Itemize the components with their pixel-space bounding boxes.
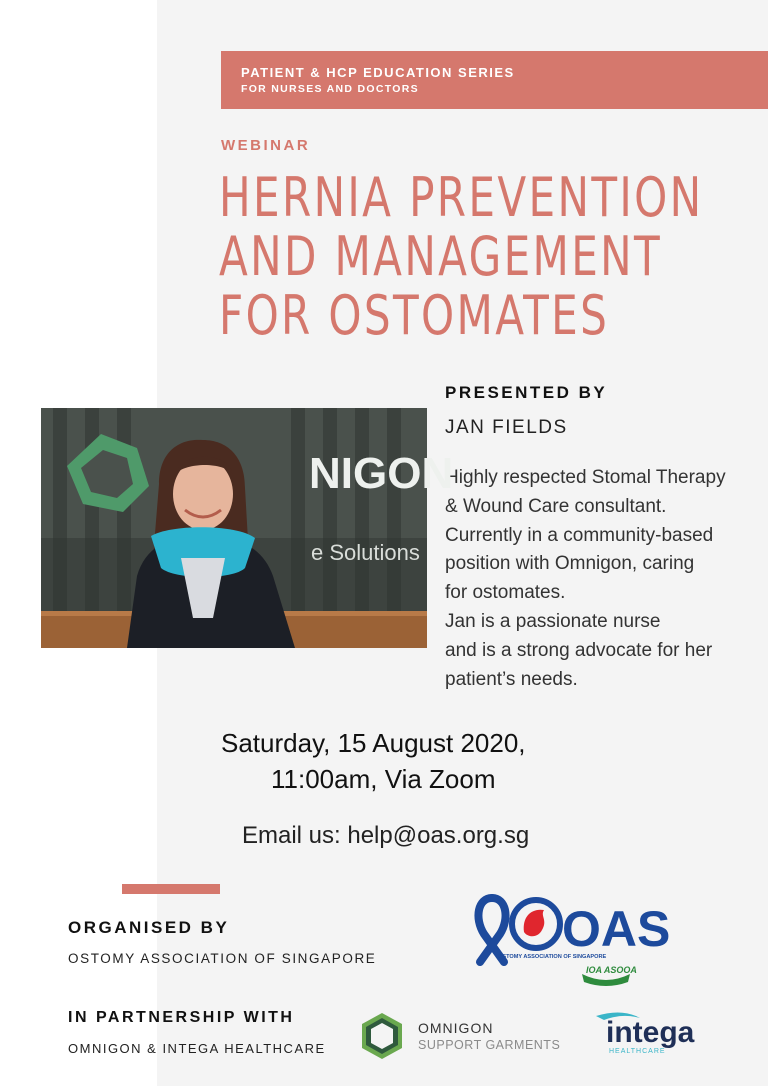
ioa-badge-text: IOA ASOOA	[586, 965, 637, 975]
title-line: AND MANAGEMENT	[219, 225, 663, 288]
bio-line: patient’s needs.	[445, 668, 578, 690]
banner-title: PATIENT & HCP EDUCATION SERIES	[241, 65, 515, 80]
webinar-label: WEBINAR	[221, 137, 311, 154]
bio-line: Jan is a passionate nurse	[445, 610, 661, 632]
omnigon-logo	[360, 1012, 575, 1062]
banner-subtitle: FOR NURSES AND DOCTORS	[241, 83, 419, 95]
series-banner	[221, 51, 768, 109]
presenter-photo	[41, 408, 454, 648]
bio-line: for ostomates.	[445, 582, 566, 604]
event-date: Saturday, 15 August 2020,	[221, 728, 526, 758]
intega-name: intega	[606, 1016, 695, 1049]
omnigon-tagline: SUPPORT GARMENTS	[418, 1038, 561, 1052]
bio-line: and is a strong advocate for her	[445, 639, 713, 661]
bio-line: Highly respected Stomal Therapy	[445, 467, 726, 488]
bio-line: position with Omnigon, caring	[445, 553, 695, 575]
contact-email: Email us: help@oas.org.sg	[242, 822, 530, 849]
sign-wordmark: NIGON	[309, 449, 454, 498]
bio-line: & Wound Care consultant.	[445, 495, 667, 517]
oas-logo	[470, 890, 671, 986]
organised-by-heading: ORGANISED BY	[68, 918, 230, 937]
presenter-bio	[445, 464, 761, 694]
partner-names: OMNIGON & INTEGA HEALTHCARE	[68, 1041, 326, 1056]
title-line: HERNIA PREVENTION	[219, 166, 704, 229]
organiser-name: OSTOMY ASSOCIATION OF SINGAPORE	[68, 951, 377, 966]
omnigon-hexagon-icon	[362, 1013, 402, 1059]
sign-tagline: e Solutions	[311, 540, 420, 565]
title-line: FOR OSTOMATES	[219, 284, 610, 347]
event-time: 11:00am, Via Zoom	[271, 764, 496, 794]
page-title	[219, 166, 704, 347]
bio-line: Currently in a community-based	[445, 524, 714, 546]
intega-tagline: HEALTHCARE	[609, 1048, 666, 1055]
section-divider	[122, 884, 220, 894]
partnership-heading: IN PARTNERSHIP WITH	[68, 1009, 295, 1026]
omnigon-name: OMNIGON	[418, 1020, 494, 1036]
intega-logo	[592, 1008, 714, 1058]
presented-by-heading: PRESENTED BY	[445, 383, 608, 402]
ioa-badge	[582, 965, 637, 986]
awareness-ribbon-icon	[478, 898, 505, 962]
presenter-name: JAN FIELDS	[445, 417, 568, 438]
oas-wordmark: OAS	[562, 901, 671, 957]
oas-caption: OSTOMY ASSOCIATION OF SINGAPORE	[498, 954, 607, 960]
lion-head-icon	[512, 900, 560, 948]
